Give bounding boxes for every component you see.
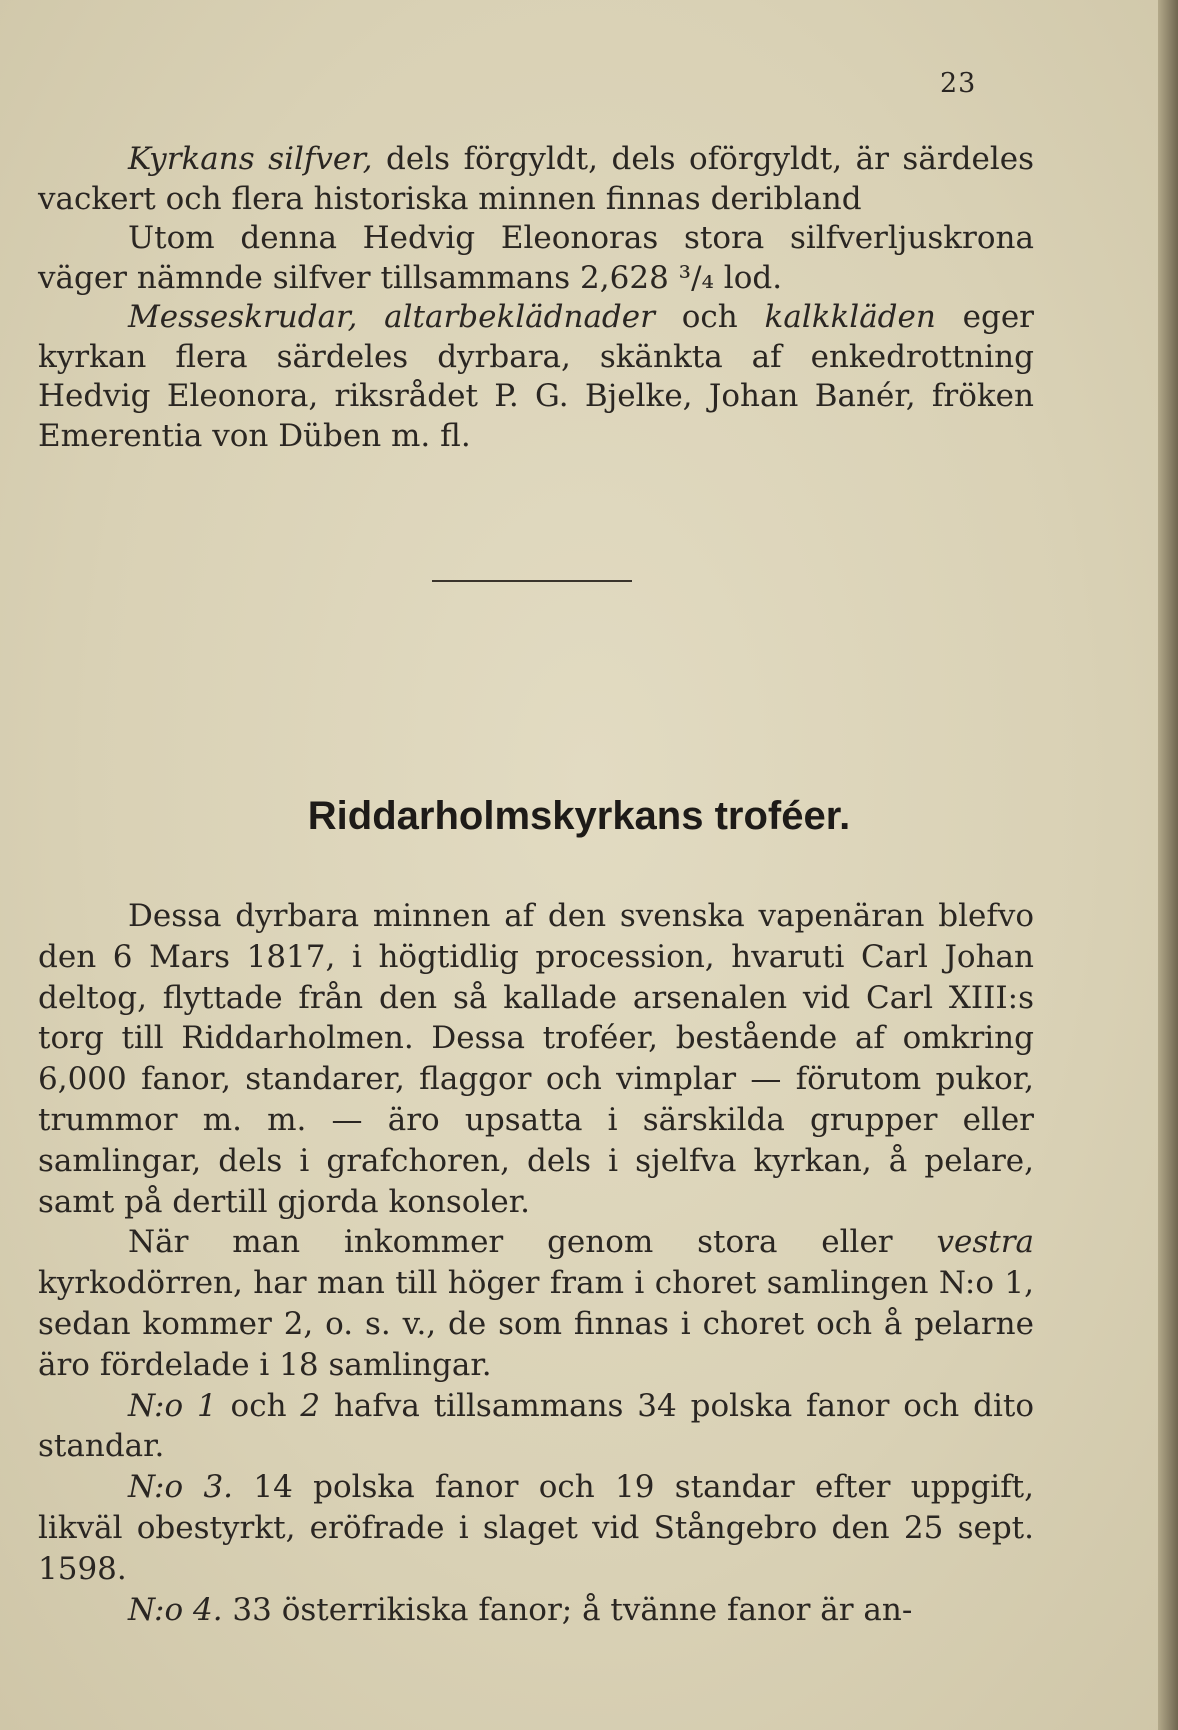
paragraph-text: och [654, 299, 765, 335]
paragraph-trophies: Dessa dyrbara minnen af den svenska vapenäran blefvo den 6 Mars 1817, i högtidlig procession, hvaruti Carl Johan deltog, flyttade från den så kallade arsenalen vid Carl XIII:s torg till Riddarholmen. Dessa troféer, bestående af omkring 6,000 fanor, standarer, flaggor och vimplar — förutom pukor, trummor m. m. — äro upsatta i särskilda grupper eller samlingar, dels i grafchoren, dels i sjelfva kyrkan, å pelare, samt på dertill gjorda konsoler. [38, 898, 1034, 1220]
paragraph-weight: Utom denna Hedvig Eleonoras stora silfverljuskrona väger nämnde silfver tillsammans 2,628 ³/₄ lod. [38, 220, 1034, 296]
paragraph-silver [38, 140, 1034, 219]
emphasis-text: 2 [300, 1387, 321, 1424]
paragraph-text: När man inkommer genom stora eller [128, 1224, 937, 1261]
paragraph-text: dels förgyldt, dels oförgyldt, är särdeles vackert och flera historiska minnen finnas deribland [38, 141, 1034, 217]
main-section [38, 896, 1034, 1630]
paragraph-text: 33 österrikiska fanor; å tvänne fanor är an- [222, 1591, 913, 1628]
paragraph-text: kyrkodörren, har man till höger fram i choret samlingen N:o 1, sedan kommer 2, o. s. v., de som finnas i choret och å pelarne äro fördelade i 18 samlingar. [38, 1265, 1034, 1383]
emphasis-text: N:o 4. [128, 1591, 223, 1628]
top-section [38, 140, 1034, 456]
emphasis-text: Messeskrudar, altarbeklädnader [128, 299, 655, 335]
section-divider [432, 580, 632, 582]
emphasis-text: vestra [936, 1224, 1034, 1261]
section-heading: Riddarholmskyrkans troféer. [307, 794, 851, 838]
paragraph-vestments [38, 298, 1034, 456]
paragraph-text: eger kyrkan flera särdeles dyrbara, skänkta af enkedrottning Hedvig Eleonora, riksrådet P. G. Bjelke, Johan Banér, fröken Emerentia von Düben m. fl. [38, 299, 1034, 454]
paragraph-no3 [38, 1467, 1034, 1589]
paragraph-entrance [38, 1222, 1034, 1385]
paragraph-text: 14 polska fanor och 19 standar efter uppgift, likväl obestyrkt, eröfrade i slaget vid Stångebro den 25 sept. 1598. [38, 1469, 1034, 1587]
emphasis-text: kalkkläden [764, 299, 936, 335]
emphasis-text: Kyrkans silfver, [128, 141, 373, 177]
paragraph-no1-2 [38, 1386, 1034, 1468]
paragraph-text: hafva tillsammans 34 polska fanor och dito standar. [38, 1387, 1034, 1465]
paragraph-text: och [216, 1387, 301, 1424]
emphasis-text: N:o 1 [128, 1387, 217, 1424]
paragraph-no4 [38, 1590, 1034, 1631]
page-edge [1158, 0, 1178, 1730]
emphasis-text: N:o 3. [128, 1469, 234, 1506]
page-number: 23 [940, 68, 977, 99]
